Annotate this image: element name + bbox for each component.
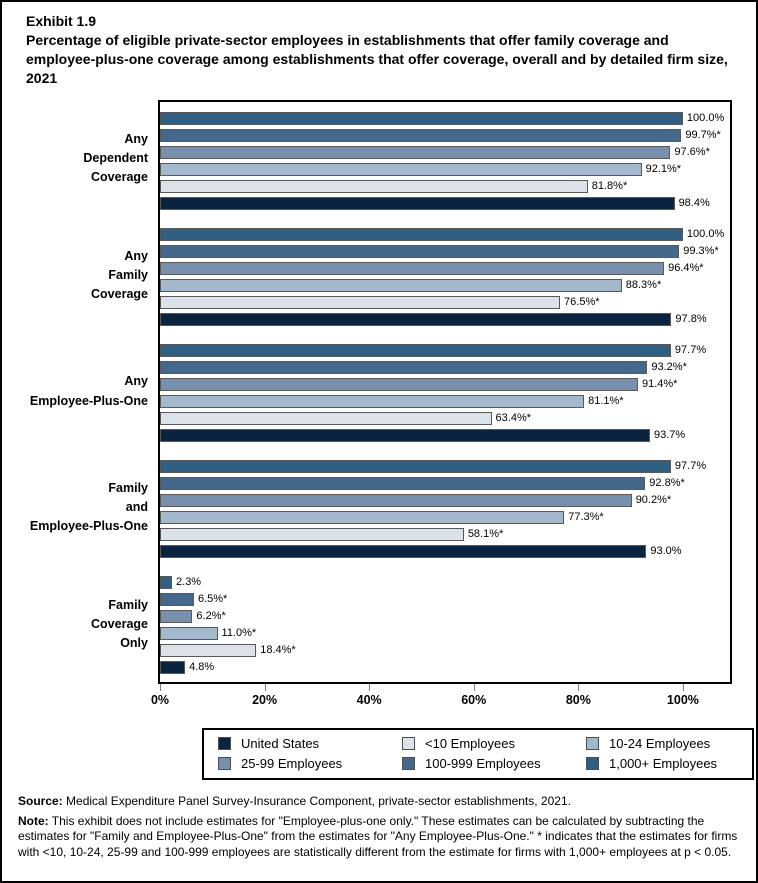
bar-row [160, 509, 730, 526]
category-label-line: Coverage [91, 170, 148, 185]
chart-title: Percentage of eligible private-sector employees in establishments that offer family coverage and employee-plus-one coverage among establishments that offer coverage, overall and by detailed firm size, 2021 [26, 31, 728, 86]
group-row-family-and-employee-plus-one [16, 450, 744, 566]
bar-row [160, 260, 730, 277]
bar-1-000-employees [160, 228, 683, 241]
bar-united-states [160, 429, 650, 442]
bar-100-999-employees [160, 129, 681, 142]
bar-value-label: 81.1%* [588, 395, 624, 408]
group-row-any-family-coverage [16, 218, 744, 334]
bar-united-states [160, 197, 675, 210]
bar-row [160, 161, 730, 178]
tick-mark [369, 684, 370, 691]
tick-label: 60% [461, 692, 487, 707]
legend-swatch [218, 737, 231, 750]
bar-value-label: 92.1%* [645, 163, 682, 176]
tick-label: 100% [666, 692, 699, 707]
title-block [26, 12, 744, 88]
bar-10-employees [160, 528, 464, 541]
legend-label: 1,000+ Employees [609, 755, 718, 771]
bar-row [160, 659, 730, 676]
bar-row [160, 277, 730, 294]
category-label-line: Family [108, 597, 148, 612]
category-label-line: Any [124, 131, 148, 146]
bar-100-999-employees [160, 477, 645, 490]
bar-chart [16, 100, 744, 714]
bar-value-label: 99.3%* [683, 245, 719, 258]
bar-united-states [160, 545, 646, 558]
legend-item-25-99-employees [218, 756, 368, 771]
category-label-line: and [125, 499, 148, 514]
legend-label: United States [241, 735, 320, 751]
bar-10-employees [160, 412, 492, 425]
legend-label: 25-99 Employees [241, 755, 343, 771]
bar-row [160, 376, 730, 393]
tick-label: 20% [252, 692, 278, 707]
bar-row [160, 144, 730, 161]
x-axis [16, 684, 744, 714]
tick-mark [474, 684, 475, 691]
legend-item-10-24-employees [586, 736, 736, 751]
bar-100-999-employees [160, 361, 647, 374]
bar-united-states [160, 313, 671, 326]
bar-10-employees [160, 296, 560, 309]
category-label-line: Any [124, 374, 148, 389]
category-label-line: Dependent [83, 150, 148, 165]
bar-row [160, 342, 730, 359]
source-label: Source: [18, 793, 63, 808]
category-label-line: Family [108, 480, 148, 495]
legend-swatch [218, 757, 231, 770]
bar-value-label: 77.3%* [568, 511, 604, 524]
category-label [16, 450, 158, 566]
tick-mark [683, 684, 684, 691]
bar-value-label: 93.2%* [651, 361, 687, 374]
bar-100-999-employees [160, 245, 679, 258]
tick-mark [160, 684, 161, 691]
tick-label: 80% [565, 692, 591, 707]
legend [202, 728, 754, 780]
footer-notes [18, 794, 742, 860]
group-row-family-coverage-only [16, 566, 744, 684]
bar-value-label: 100.0% [686, 112, 725, 125]
bar-100-999-employees [160, 593, 194, 606]
bar-value-label: 93.0% [650, 545, 682, 558]
bar-united-states [160, 661, 185, 674]
bar-value-label: 99.7%* [685, 129, 721, 142]
legend-label: <10 Employees [425, 735, 515, 751]
bar-row [160, 294, 730, 311]
group-row-any-employee-plus-one [16, 334, 744, 450]
bar-row [160, 427, 730, 444]
bars-group [158, 218, 732, 334]
bar-value-label: 97.8% [675, 313, 707, 326]
legend-swatch [586, 737, 599, 750]
legend-item-1-000-employees [586, 756, 736, 771]
legend-item-10-employees [402, 736, 552, 751]
bar-10-24-employees [160, 511, 564, 524]
tick-label: 40% [356, 692, 382, 707]
bars-group [158, 450, 732, 566]
bar-10-24-employees [160, 627, 218, 640]
bar-row [160, 243, 730, 260]
x-axis-ticks [150, 684, 732, 714]
bar-row [160, 195, 730, 212]
bar-10-24-employees [160, 395, 584, 408]
bar-value-label: 2.3% [176, 576, 202, 589]
bar-value-label: 6.2%* [196, 610, 226, 623]
tick-mark [265, 684, 266, 691]
bar-row [160, 591, 730, 608]
bar-value-label: 97.7% [674, 460, 707, 473]
bar-10-24-employees [160, 279, 622, 292]
legend-label: 10-24 Employees [609, 735, 711, 751]
bar-25-99-employees [160, 262, 664, 275]
category-label [16, 100, 158, 218]
bar-value-label: 98.4% [678, 197, 710, 210]
bar-row [160, 574, 730, 591]
bar-row [160, 526, 730, 543]
bar-row [160, 226, 730, 243]
bar-value-label: 97.6%* [674, 146, 710, 159]
bar-row [160, 492, 730, 509]
note-label: Note: [18, 813, 49, 828]
bar-value-label: 92.8%* [649, 477, 685, 490]
axis-spacer [16, 684, 158, 714]
bar-value-label: 81.8%* [591, 180, 628, 193]
bar-25-99-employees [160, 610, 192, 623]
bar-row [160, 458, 730, 475]
bar-value-label: 4.8% [189, 661, 215, 674]
bar-value-label: 93.7% [653, 429, 686, 442]
category-label-line: Coverage [91, 287, 148, 302]
bar-row [160, 625, 730, 642]
category-label-line: Employee-Plus-One [29, 519, 148, 534]
bar-row [160, 127, 730, 144]
bars-group [158, 334, 732, 450]
bar-25-99-employees [160, 378, 638, 391]
bar-1-000-employees [160, 576, 172, 589]
category-label-line: Coverage [91, 616, 148, 631]
legend-item-100-999-employees [402, 756, 552, 771]
bar-25-99-employees [160, 146, 670, 159]
bar-row [160, 475, 730, 492]
bar-value-label: 100.0% [686, 228, 725, 241]
bar-row [160, 642, 730, 659]
bar-value-label: 63.4%* [495, 412, 532, 425]
bar-row [160, 608, 730, 625]
tick-label: 0% [150, 692, 170, 707]
note-text: This exhibit does not include estimates for "Employee-plus-one only." These estimates can be calculated by subtracting the estimates for "Family and Employee-Plus-One" from the estimates for "Any Employee-Plus-One." * indicates that the estimates for firms with <10, 10-24, 25-99 and 100-999 employees are statistically different from the estimate for firms with 1,000+ employees at p < 0.05. [18, 813, 738, 859]
bar-value-label: 18.4%* [260, 644, 296, 657]
bar-row [160, 393, 730, 410]
bar-10-employees [160, 180, 588, 193]
tick-mark [578, 684, 579, 691]
bar-1-000-employees [160, 460, 671, 473]
bar-row [160, 359, 730, 376]
bar-value-label: 97.7% [674, 344, 707, 357]
legend-swatch [586, 757, 599, 770]
category-label-line: Family [108, 267, 148, 282]
source-text: Medical Expenditure Panel Survey-Insurance Component, private-sector establishments, 2021. [62, 793, 571, 808]
bar-value-label: 76.5%* [564, 296, 600, 309]
bar-value-label: 96.4%* [668, 262, 704, 275]
bar-row [160, 543, 730, 560]
bar-value-label: 58.1%* [467, 528, 504, 541]
plot-area [16, 100, 744, 684]
category-label-line: Only [120, 636, 148, 651]
bar-10-24-employees [160, 163, 642, 176]
source-line [18, 794, 742, 809]
exhibit-number: Exhibit 1.9 [26, 13, 97, 29]
bar-row [160, 110, 730, 127]
category-label [16, 334, 158, 450]
bars-group [158, 100, 732, 218]
category-label [16, 566, 158, 684]
bar-value-label: 88.3%* [625, 279, 662, 292]
group-row-any-dependent-coverage [16, 100, 744, 218]
category-label-line: Any [124, 248, 148, 263]
bar-1-000-employees [160, 344, 671, 357]
legend-swatch [402, 737, 415, 750]
legend-label: 100-999 Employees [425, 755, 541, 771]
bar-25-99-employees [160, 494, 632, 507]
note-line [18, 814, 742, 860]
bar-value-label: 91.4%* [641, 378, 678, 391]
category-label-line: Employee-Plus-One [29, 393, 148, 408]
bar-value-label: 11.0%* [221, 627, 257, 640]
bar-1-000-employees [160, 112, 683, 125]
bar-row [160, 178, 730, 195]
bars-group [158, 566, 732, 684]
bar-row [160, 410, 730, 427]
bar-value-label: 90.2%* [635, 494, 672, 507]
bar-10-employees [160, 644, 256, 657]
bar-row [160, 311, 730, 328]
legend-swatch [402, 757, 415, 770]
bar-value-label: 6.5%* [197, 593, 228, 606]
category-label [16, 218, 158, 334]
legend-item-united-states [218, 736, 368, 751]
